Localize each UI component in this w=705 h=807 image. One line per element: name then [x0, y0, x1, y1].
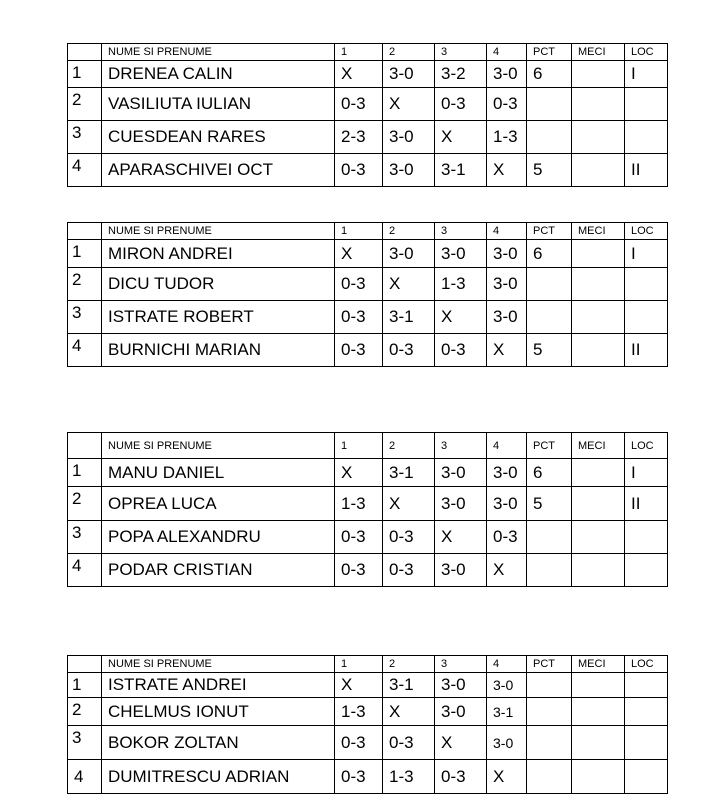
- header-cell-meci: MECI: [572, 656, 625, 673]
- header-cell-c3: 3: [435, 223, 487, 240]
- place-cell: [625, 88, 668, 121]
- header-row: [68, 223, 668, 240]
- score-cell: 0-3: [335, 521, 383, 554]
- score-cell: 0-3: [435, 760, 487, 794]
- score-cell: X: [383, 88, 435, 121]
- matches-cell: [572, 88, 625, 121]
- score-cell: 3-0: [383, 121, 435, 154]
- score-cell: 3-0: [487, 301, 527, 334]
- score-cell: 0-3: [335, 726, 383, 760]
- player-row: [68, 554, 668, 587]
- row-number: 2: [68, 88, 102, 121]
- place-cell: I: [625, 61, 668, 88]
- header-cell-name: NUME SI PRENUME: [102, 44, 335, 61]
- score-cell: X: [487, 760, 527, 794]
- score-cell: 3-0: [435, 554, 487, 587]
- points-cell: [527, 673, 572, 698]
- score-cell: 3-0: [487, 268, 527, 301]
- score-cell: X: [435, 726, 487, 760]
- row-number: 3: [68, 301, 102, 334]
- group-table: [67, 655, 668, 794]
- row-number: 4: [68, 334, 102, 367]
- score-cell: 3-0: [383, 240, 435, 268]
- score-cell: 3-0: [487, 240, 527, 268]
- matches-cell: [572, 673, 625, 698]
- player-row: [68, 240, 668, 268]
- matches-cell: [572, 240, 625, 268]
- place-cell: [625, 726, 668, 760]
- score-cell: 3-1: [383, 673, 435, 698]
- score-cell: X: [435, 121, 487, 154]
- player-row: [68, 698, 668, 726]
- score-cell: 0-3: [383, 334, 435, 367]
- score-cell: X: [487, 554, 527, 587]
- player-name: MANU DANIEL: [102, 459, 335, 487]
- points-cell: [527, 698, 572, 726]
- score-cell: 3-0: [435, 240, 487, 268]
- points-cell: [527, 301, 572, 334]
- header-row: [68, 433, 668, 459]
- matches-cell: [572, 154, 625, 187]
- place-cell: [625, 301, 668, 334]
- row-number: 4: [68, 760, 102, 794]
- header-cell-c4: 4: [487, 656, 527, 673]
- place-cell: II: [625, 334, 668, 367]
- place-cell: [625, 268, 668, 301]
- row-number: 3: [68, 726, 102, 760]
- header-cell-loc: LOC: [625, 223, 668, 240]
- player-row: [68, 487, 668, 521]
- score-cell: 0-3: [487, 521, 527, 554]
- player-row: [68, 521, 668, 554]
- player-name: DUMITRESCU ADRIAN: [102, 760, 335, 794]
- row-number: 1: [68, 673, 102, 698]
- group-table: [67, 432, 668, 587]
- points-cell: 6: [527, 240, 572, 268]
- player-name: CHELMUS IONUT: [102, 698, 335, 726]
- header-cell-pct: PCT: [527, 44, 572, 61]
- points-cell: [527, 726, 572, 760]
- player-name: MIRON ANDREI: [102, 240, 335, 268]
- header-cell-number: [68, 433, 102, 459]
- score-cell: X: [487, 154, 527, 187]
- score-cell: X: [383, 487, 435, 521]
- matches-cell: [572, 268, 625, 301]
- player-name: BURNICHI MARIAN: [102, 334, 335, 367]
- header-cell-name: NUME SI PRENUME: [102, 223, 335, 240]
- player-name: CUESDEAN RARES: [102, 121, 335, 154]
- score-cell: 3-1: [487, 698, 527, 726]
- score-cell: 3-0: [435, 673, 487, 698]
- points-cell: [527, 88, 572, 121]
- score-cell: 0-3: [335, 334, 383, 367]
- place-cell: I: [625, 459, 668, 487]
- score-cell: X: [335, 673, 383, 698]
- header-cell-c2: 2: [383, 433, 435, 459]
- player-name: VASILIUTA IULIAN: [102, 88, 335, 121]
- header-cell-pct: PCT: [527, 433, 572, 459]
- points-cell: 5: [527, 334, 572, 367]
- matches-cell: [572, 301, 625, 334]
- header-cell-c1: 1: [335, 656, 383, 673]
- score-cell: 3-0: [435, 487, 487, 521]
- header-row: [68, 656, 668, 673]
- player-row: [68, 301, 668, 334]
- score-cell: X: [383, 698, 435, 726]
- points-cell: 6: [527, 459, 572, 487]
- player-row: [68, 268, 668, 301]
- header-cell-c3: 3: [435, 44, 487, 61]
- score-cell: 0-3: [435, 88, 487, 121]
- place-cell: [625, 121, 668, 154]
- score-cell: 3-1: [383, 459, 435, 487]
- header-cell-meci: MECI: [572, 433, 625, 459]
- matches-cell: [572, 554, 625, 587]
- points-cell: [527, 760, 572, 794]
- header-cell-name: NUME SI PRENUME: [102, 656, 335, 673]
- score-cell: 0-3: [487, 88, 527, 121]
- header-cell-c2: 2: [383, 223, 435, 240]
- score-cell: 0-3: [335, 760, 383, 794]
- score-cell: X: [435, 521, 487, 554]
- score-cell: 3-0: [383, 61, 435, 88]
- header-cell-loc: LOC: [625, 656, 668, 673]
- score-cell: 3-0: [435, 459, 487, 487]
- header-cell-c3: 3: [435, 656, 487, 673]
- player-name: DICU TUDOR: [102, 268, 335, 301]
- row-number: 1: [68, 459, 102, 487]
- matches-cell: [572, 698, 625, 726]
- score-cell: 0-3: [335, 554, 383, 587]
- place-cell: I: [625, 240, 668, 268]
- matches-cell: [572, 459, 625, 487]
- score-cell: 3-0: [487, 459, 527, 487]
- player-name: APARASCHIVEI OCT: [102, 154, 335, 187]
- player-row: [68, 121, 668, 154]
- matches-cell: [572, 726, 625, 760]
- header-cell-pct: PCT: [527, 223, 572, 240]
- player-name: BOKOR ZOLTAN: [102, 726, 335, 760]
- score-cell: 0-3: [335, 301, 383, 334]
- player-row: [68, 154, 668, 187]
- score-cell: 0-3: [383, 554, 435, 587]
- matches-cell: [572, 487, 625, 521]
- score-cell: X: [383, 268, 435, 301]
- player-name: DRENEA CALIN: [102, 61, 335, 88]
- header-cell-number: [68, 656, 102, 673]
- header-cell-meci: MECI: [572, 223, 625, 240]
- score-cell: X: [335, 459, 383, 487]
- player-row: [68, 88, 668, 121]
- score-cell: 2-3: [335, 121, 383, 154]
- header-cell-c1: 1: [335, 44, 383, 61]
- player-row: [68, 61, 668, 88]
- player-name: OPREA LUCA: [102, 487, 335, 521]
- player-row: [68, 673, 668, 698]
- player-row: [68, 459, 668, 487]
- points-cell: [527, 521, 572, 554]
- points-cell: 5: [527, 487, 572, 521]
- score-cell: 0-3: [335, 154, 383, 187]
- place-cell: [625, 554, 668, 587]
- matches-cell: [572, 121, 625, 154]
- row-number: 1: [68, 61, 102, 88]
- header-cell-c4: 4: [487, 433, 527, 459]
- score-cell: X: [435, 301, 487, 334]
- header-row: [68, 44, 668, 61]
- score-cell: 1-3: [383, 760, 435, 794]
- score-cell: 0-3: [335, 88, 383, 121]
- header-cell-pct: PCT: [527, 656, 572, 673]
- row-number: 1: [68, 240, 102, 268]
- row-number: 4: [68, 554, 102, 587]
- row-number: 2: [68, 487, 102, 521]
- header-cell-c2: 2: [383, 44, 435, 61]
- score-cell: 3-0: [487, 673, 527, 698]
- player-name: POPA ALEXANDRU: [102, 521, 335, 554]
- points-cell: 5: [527, 154, 572, 187]
- header-cell-c4: 4: [487, 223, 527, 240]
- header-cell-c4: 4: [487, 44, 527, 61]
- score-cell: X: [487, 334, 527, 367]
- header-cell-c1: 1: [335, 223, 383, 240]
- score-cell: 0-3: [383, 521, 435, 554]
- matches-cell: [572, 760, 625, 794]
- points-cell: [527, 121, 572, 154]
- score-cell: 1-3: [335, 698, 383, 726]
- player-row: [68, 334, 668, 367]
- player-name: PODAR CRISTIAN: [102, 554, 335, 587]
- row-number: 3: [68, 521, 102, 554]
- header-cell-c3: 3: [435, 433, 487, 459]
- score-cell: 0-3: [383, 726, 435, 760]
- header-cell-meci: MECI: [572, 44, 625, 61]
- matches-cell: [572, 521, 625, 554]
- player-name: ISTRATE ANDREI: [102, 673, 335, 698]
- score-cell: 0-3: [435, 334, 487, 367]
- score-cell: 1-3: [487, 121, 527, 154]
- group-table: [67, 222, 668, 367]
- player-row: [68, 726, 668, 760]
- place-cell: [625, 698, 668, 726]
- row-number: 4: [68, 154, 102, 187]
- score-cell: 3-2: [435, 61, 487, 88]
- score-cell: 3-1: [383, 301, 435, 334]
- score-cell: 3-0: [435, 698, 487, 726]
- score-cell: 1-3: [335, 487, 383, 521]
- score-cell: X: [335, 61, 383, 88]
- points-cell: [527, 268, 572, 301]
- points-cell: [527, 554, 572, 587]
- matches-cell: [572, 334, 625, 367]
- row-number: 3: [68, 121, 102, 154]
- place-cell: II: [625, 487, 668, 521]
- header-cell-loc: LOC: [625, 433, 668, 459]
- place-cell: II: [625, 154, 668, 187]
- score-cell: 3-0: [487, 61, 527, 88]
- score-cell: 0-3: [335, 268, 383, 301]
- score-cell: 3-0: [487, 726, 527, 760]
- player-name: ISTRATE ROBERT: [102, 301, 335, 334]
- player-row: [68, 760, 668, 794]
- header-cell-loc: LOC: [625, 44, 668, 61]
- header-cell-name: NUME SI PRENUME: [102, 433, 335, 459]
- header-cell-number: [68, 44, 102, 61]
- score-cell: 3-0: [383, 154, 435, 187]
- matches-cell: [572, 61, 625, 88]
- score-cell: 3-1: [435, 154, 487, 187]
- header-cell-number: [68, 223, 102, 240]
- header-cell-c1: 1: [335, 433, 383, 459]
- score-cell: 1-3: [435, 268, 487, 301]
- group-table: [67, 43, 668, 187]
- score-cell: X: [335, 240, 383, 268]
- place-cell: [625, 521, 668, 554]
- place-cell: [625, 673, 668, 698]
- score-cell: 3-0: [487, 487, 527, 521]
- place-cell: [625, 760, 668, 794]
- row-number: 2: [68, 268, 102, 301]
- row-number: 2: [68, 698, 102, 726]
- header-cell-c2: 2: [383, 656, 435, 673]
- points-cell: 6: [527, 61, 572, 88]
